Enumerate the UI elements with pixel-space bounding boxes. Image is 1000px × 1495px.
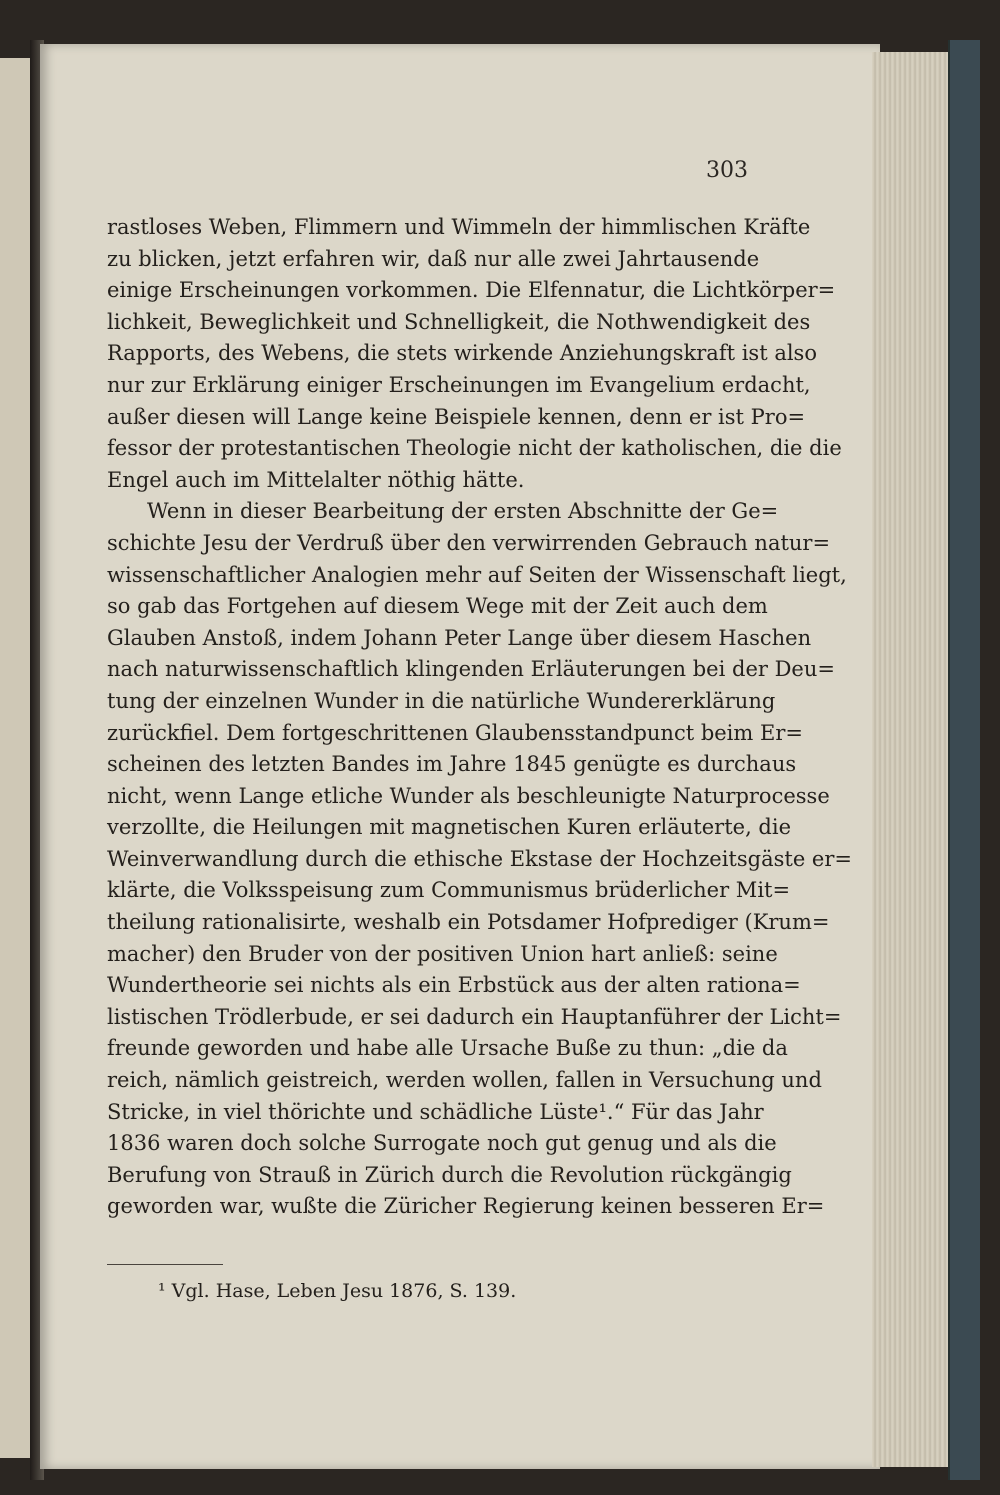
text-line: scheinen des letzten Bandes im Jahre 1845 genügte es durchaus: [107, 752, 797, 777]
text-line: nur zur Erklärung einiger Erscheinungen im Evangelium erdacht,: [107, 372, 811, 397]
footnote: ¹ Vgl. Hase, Leben Jesu 1876, S. 139.: [158, 1280, 517, 1302]
book-cover-edge: [948, 40, 980, 1480]
text-line: Weinverwandlung durch die ethische Ekstase der Hochzeitsgäste er=: [107, 846, 852, 871]
text-line: Wenn in dieser Bearbeitung der ersten Abschnitte der Ge=: [147, 499, 779, 524]
page-number: 303: [706, 158, 748, 183]
text-line: zu blicken, jetzt erfahren wir, daß nur alle zwei Jahrtausende: [107, 246, 760, 271]
text-line: Glauben Anstoß, indem Johann Peter Lange über diesem Haschen: [107, 625, 812, 650]
text-line: so gab das Fortgehen auf diesem Wege mit der Zeit auch dem: [107, 594, 768, 619]
text-line: geworden war, wußte die Züricher Regierung keinen besseren Er=: [107, 1194, 825, 1219]
text-line: rastloses Weben, Flimmern und Wimmeln der himmlischen Kräfte: [107, 215, 811, 239]
text-line: Berufung von Strauß in Zürich durch die Revolution rückgängig: [107, 1162, 792, 1187]
text-line: nicht, wenn Lange etliche Wunder als beschleunigte Naturprocesse: [107, 783, 830, 808]
text-line: nach naturwissenschaftlich klingenden Erläuterungen bei der Deu=: [107, 657, 835, 682]
text-line: fessor der protestantischen Theologie nicht der katholischen, die die: [107, 436, 842, 461]
footnote-divider: [107, 1264, 223, 1265]
text-line: Engel auch im Mittelalter nöthig hätte.: [107, 467, 525, 492]
text-line: theilung rationalisirte, weshalb ein Potsdamer Hofprediger (Krum=: [107, 910, 830, 935]
text-line: lichkeit, Beweglichkeit und Schnelligkeit, die Nothwendigkeit des: [107, 309, 811, 334]
text-line: Rapports, des Webens, die stets wirkende Anziehungskraft ist also: [107, 341, 817, 366]
text-line: wissenschaftlicher Analogien mehr auf Seiten der Wissenschaft liegt,: [107, 562, 847, 587]
text-line: verzollte, die Heilungen mit magnetischen Kuren erläuterte, die: [107, 815, 792, 840]
text-line: listischen Trödlerbude, er sei dadurch ein Hauptanführer der Licht=: [107, 1004, 842, 1029]
text-line: einige Erscheinungen vorkommen. Die Elfennatur, die Lichtkörper=: [107, 278, 836, 303]
text-line: zurückfiel. Dem fortgeschrittenen Glaubensstandpunct beim Er=: [107, 720, 803, 745]
page-block-edges: [872, 52, 952, 1467]
text-line: 1836 waren doch solche Surrogate noch gut genug und als die: [107, 1131, 777, 1156]
facing-page-edge: [0, 58, 33, 1458]
text-line: Wundertheorie sei nichts als ein Erbstück aus der alten rationa=: [107, 973, 801, 998]
text-line: freunde geworden und habe alle Ursache Buße zu thun: „die da: [107, 1036, 788, 1061]
text-line: außer diesen will Lange keine Beispiele kennen, denn er ist Pro=: [107, 404, 806, 429]
text-line: schichte Jesu der Verdruß über den verwirrenden Gebrauch natur=: [107, 530, 831, 555]
text-line: reich, nämlich geistreich, werden wollen, fallen in Versuchung und: [107, 1068, 822, 1093]
text-line: Stricke, in viel thörichte und schädliche Lüste¹.“ Für das Jahr: [107, 1099, 764, 1124]
text-line: klärte, die Volksspeisung zum Communismus brüderlicher Mit=: [107, 878, 791, 903]
body-text: [107, 212, 852, 1223]
text-line: macher) den Bruder von der positiven Union hart anließ: seine: [107, 941, 778, 966]
text-line: tung der einzelnen Wunder in die natürliche Wundererklärung: [107, 688, 776, 713]
